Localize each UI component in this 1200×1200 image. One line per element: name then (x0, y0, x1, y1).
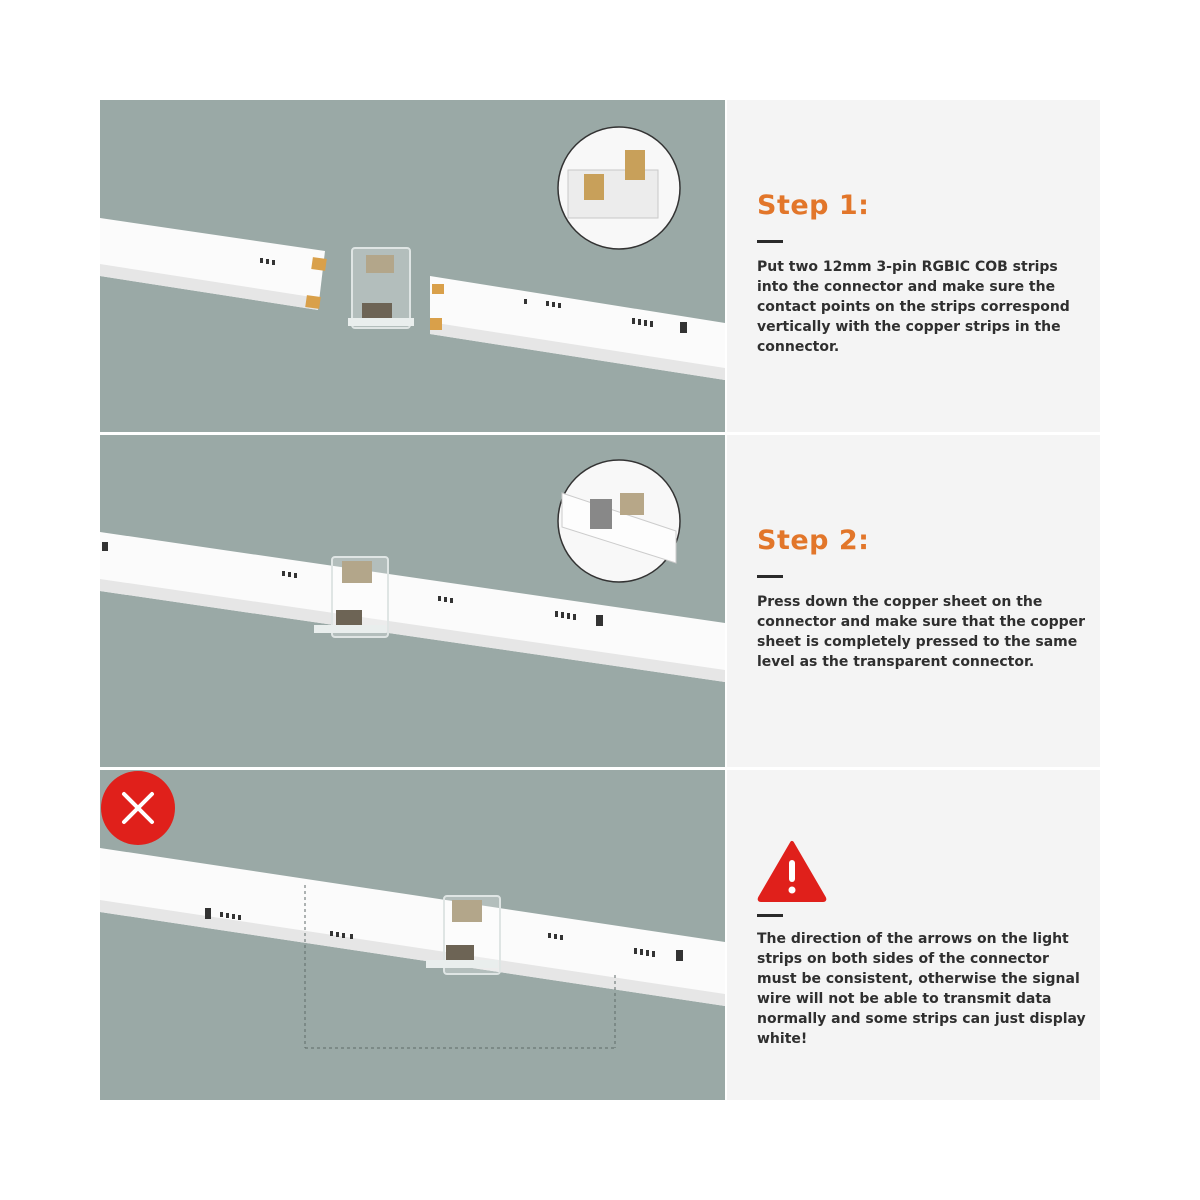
red-x-icon (100, 770, 176, 846)
zoom-detail-step-1 (558, 127, 680, 249)
warning-description: The direction of the arrows on the light strips on both sides of the connector must be consistent, otherwise the signal wire will not be able to transmit data normally and some strips can just display white! (757, 931, 1086, 1047)
warning-info (727, 770, 1100, 1100)
step-2-panel (100, 435, 1100, 767)
step-1-title: Step 1: (757, 190, 870, 221)
step-2-description: Press down the copper sheet on the connector and make sure that the copper sheet is completely pressed to the same level as the transparent connector. (757, 594, 1086, 670)
warning-divider (757, 914, 783, 917)
warning-panel (100, 770, 1100, 1100)
zoom-detail-step-2 (558, 460, 680, 582)
step-2-info (727, 435, 1100, 767)
step-2-title: Step 2: (757, 525, 870, 556)
step-2-photo (100, 435, 725, 767)
step-1-info (727, 100, 1100, 432)
step-1-divider (757, 240, 783, 243)
step-1-photo (100, 100, 725, 432)
warning-triangle-icon (757, 840, 827, 902)
step-1-description: Put two 12mm 3-pin RGBIC COB strips into the connector and make sure the contact points on the strips correspond vertically with the copper strips in the connector. (757, 259, 1070, 355)
step-1-panel (100, 100, 1100, 432)
warning-photo (100, 770, 725, 1100)
step-2-divider (757, 575, 783, 578)
